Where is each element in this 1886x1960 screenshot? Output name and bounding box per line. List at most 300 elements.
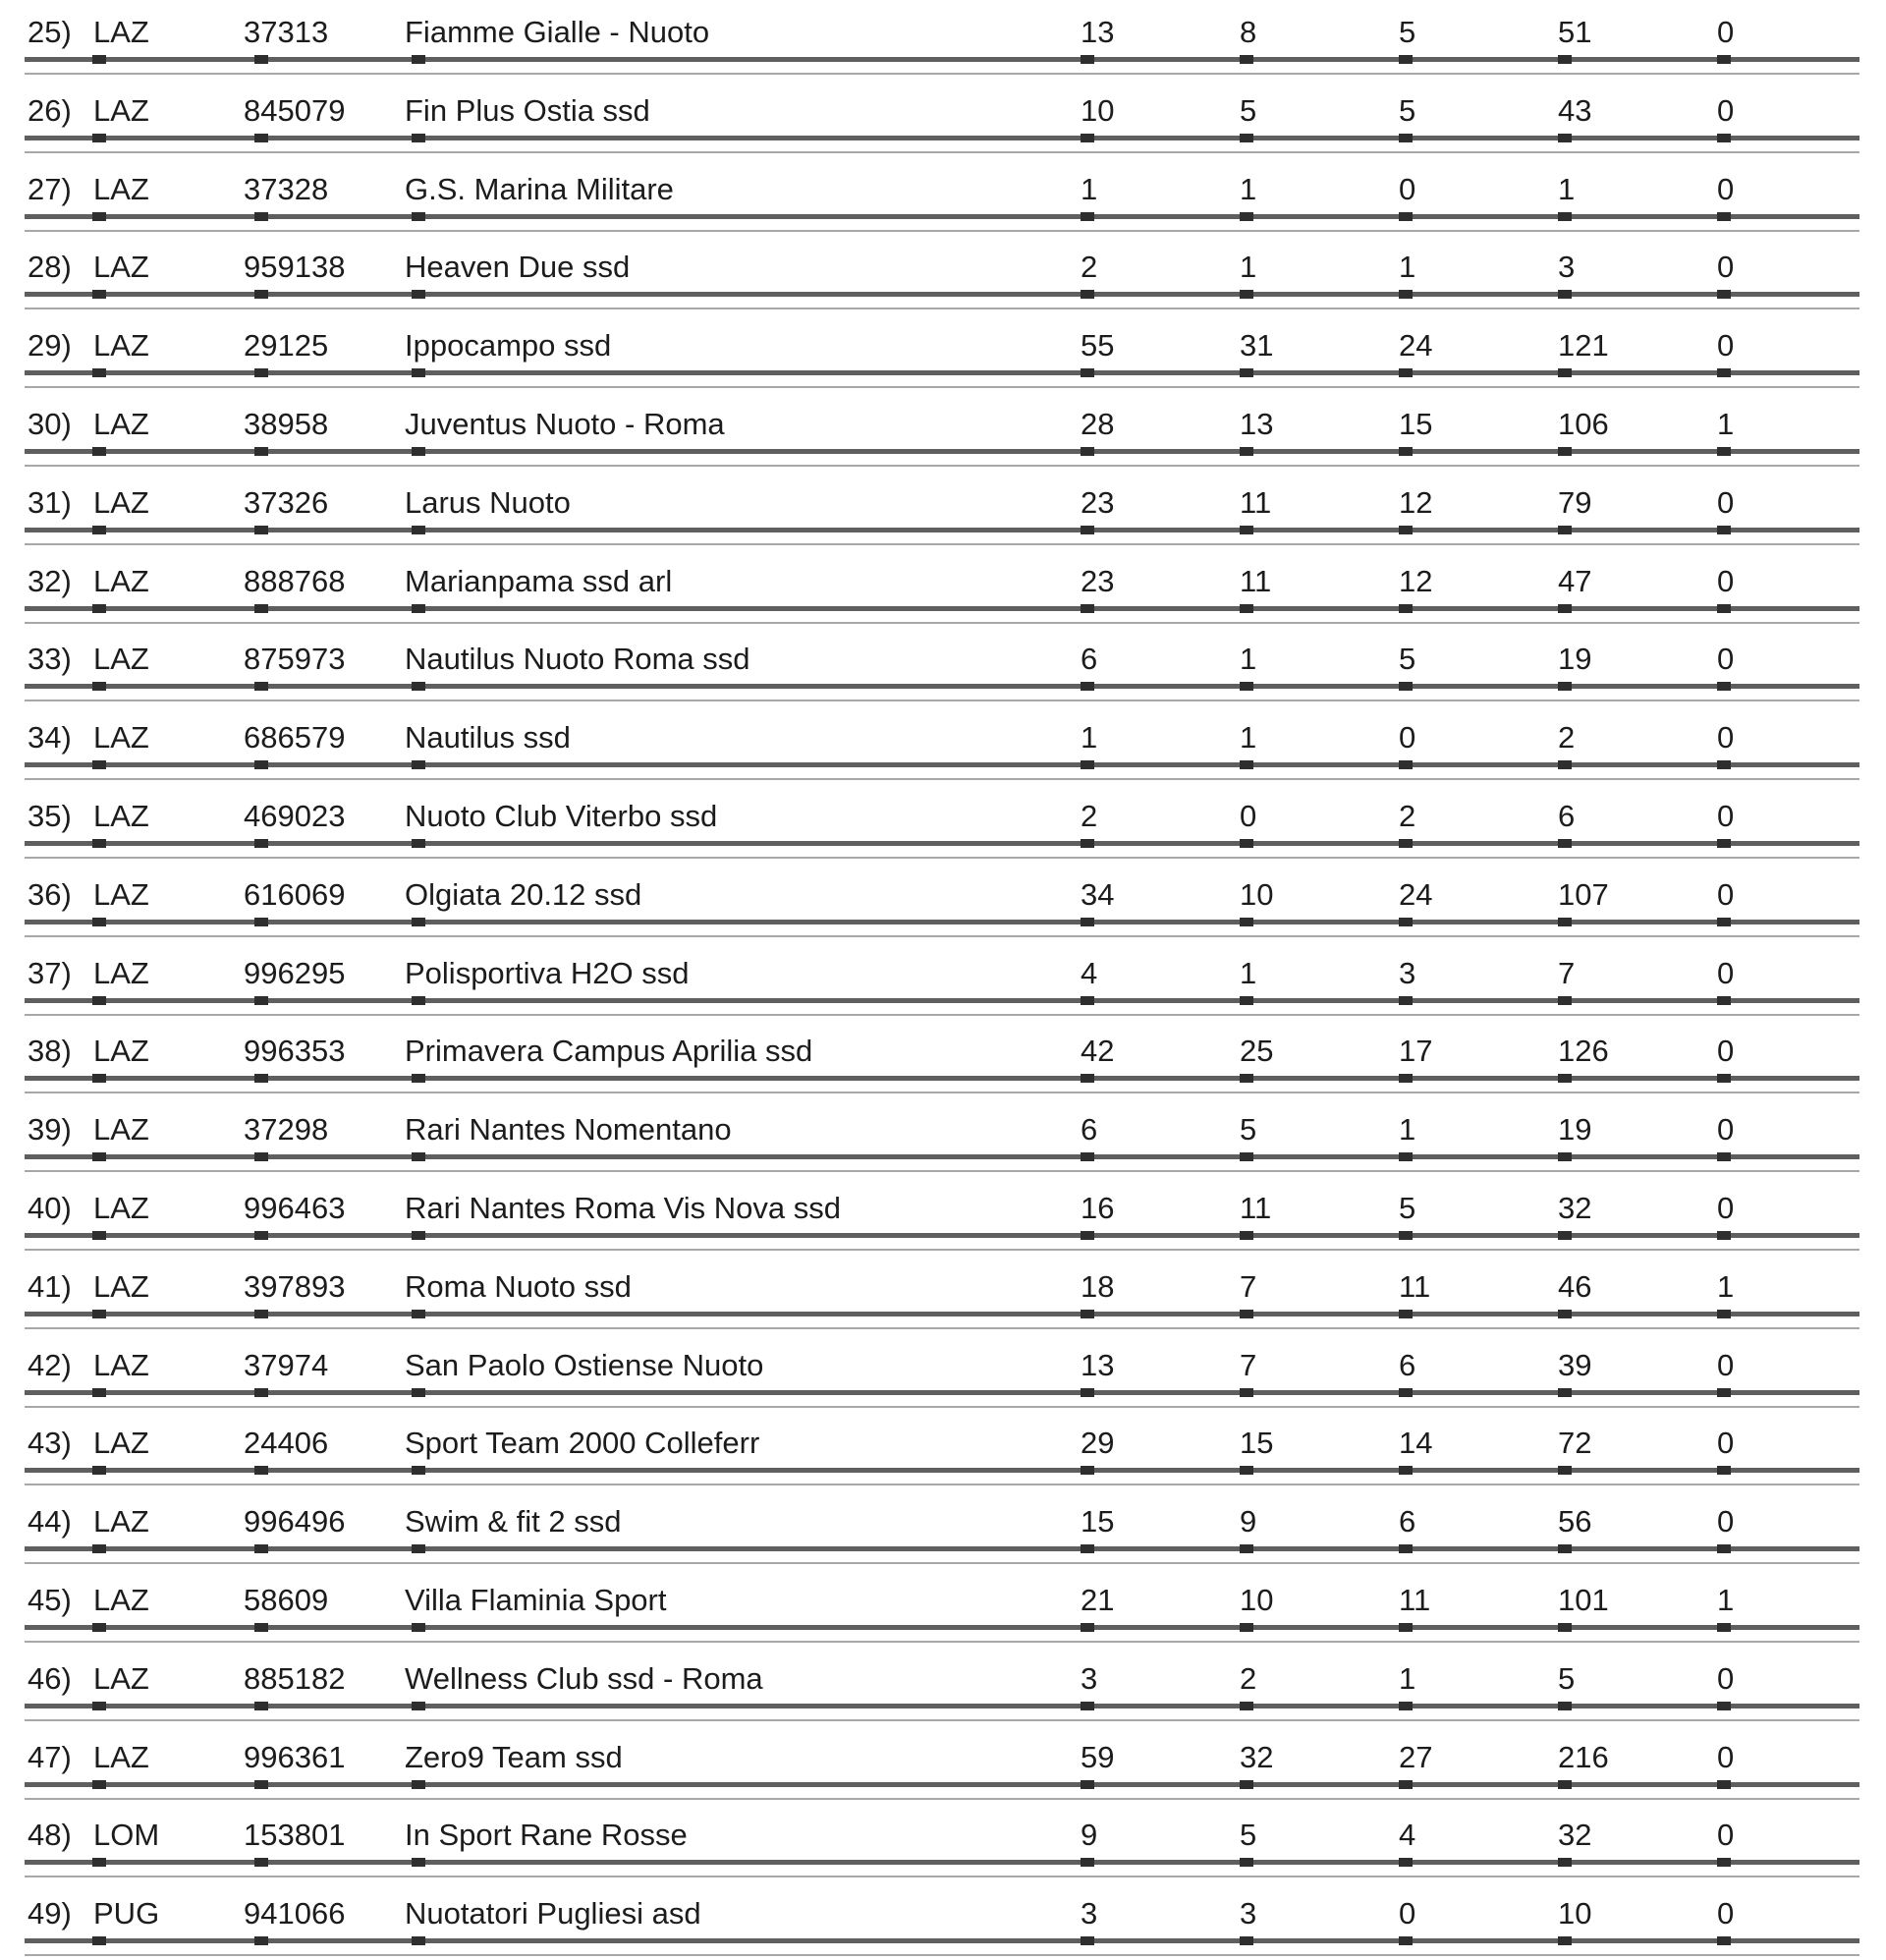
row-divider-thick — [25, 449, 1859, 454]
table-row — [0, 863, 1886, 941]
column-tick — [1240, 760, 1253, 769]
column-tick — [1717, 1702, 1731, 1710]
region-code: LAZ — [93, 171, 149, 206]
stat-value-3: 1 — [1399, 1660, 1416, 1696]
stat-value-4: 19 — [1558, 1112, 1592, 1148]
row-divider-thick — [25, 684, 1859, 689]
row-rank: 36) — [28, 876, 72, 912]
column-tick — [1399, 290, 1413, 299]
stat-value-5: 1 — [1717, 1582, 1735, 1617]
column-tick — [254, 526, 268, 534]
column-tick — [1399, 996, 1413, 1005]
region-code: LAZ — [93, 328, 149, 364]
club-name: Primavera Campus Aprilia ssd — [405, 1034, 813, 1069]
club-name: Juventus Nuoto - Roma — [405, 406, 725, 441]
stat-value-3: 0 — [1399, 1896, 1416, 1932]
column-tick — [1399, 1702, 1413, 1710]
stat-value-2: 7 — [1240, 1347, 1257, 1382]
club-code: 875973 — [244, 642, 346, 677]
stat-value-5: 0 — [1717, 642, 1735, 677]
column-tick — [1240, 1544, 1253, 1553]
column-tick — [1240, 1466, 1253, 1475]
stat-value-2: 13 — [1240, 406, 1274, 441]
club-name: San Paolo Ostiense Nuoto — [405, 1347, 764, 1382]
column-tick — [412, 1310, 425, 1318]
column-tick — [412, 918, 425, 926]
column-tick — [1558, 918, 1572, 926]
row-rank: 49) — [28, 1896, 72, 1932]
column-tick — [1717, 604, 1731, 613]
stat-value-1: 34 — [1081, 876, 1115, 912]
column-tick — [254, 839, 268, 848]
column-tick — [254, 368, 268, 377]
stat-value-5: 0 — [1717, 1896, 1735, 1932]
club-code: 397893 — [244, 1268, 346, 1304]
column-tick — [1240, 1310, 1253, 1318]
column-tick — [1717, 1544, 1731, 1553]
row-rank: 34) — [28, 720, 72, 756]
column-tick — [1240, 290, 1253, 299]
row-divider-thick — [25, 1390, 1859, 1395]
stat-value-3: 11 — [1399, 1582, 1431, 1617]
stat-value-3: 6 — [1399, 1347, 1416, 1382]
row-divider-thin — [25, 543, 1859, 545]
column-tick — [254, 1702, 268, 1710]
stat-value-5: 0 — [1717, 563, 1735, 598]
club-code: 996463 — [244, 1190, 346, 1225]
row-divider-thin — [25, 1562, 1859, 1564]
row-rank: 41) — [28, 1268, 72, 1304]
column-tick — [1081, 996, 1094, 1005]
stat-value-5: 0 — [1717, 798, 1735, 833]
club-name: Swim & fit 2 ssd — [405, 1504, 622, 1540]
stat-value-5: 0 — [1717, 171, 1735, 206]
stat-value-2: 10 — [1240, 876, 1274, 912]
column-tick — [1081, 1780, 1094, 1789]
stat-value-5: 0 — [1717, 1739, 1735, 1774]
club-code: 37313 — [244, 15, 329, 49]
club-code: 885182 — [244, 1660, 346, 1696]
row-divider-thick — [25, 1233, 1859, 1238]
club-code: 996496 — [244, 1504, 346, 1540]
club-name: Zero9 Team ssd — [405, 1739, 623, 1774]
club-code: 996295 — [244, 955, 346, 990]
club-code: 37326 — [244, 484, 329, 520]
stat-value-4: 32 — [1558, 1190, 1592, 1225]
stat-value-4: 6 — [1558, 798, 1576, 833]
row-divider-thin — [25, 778, 1859, 780]
row-divider-thin — [25, 1954, 1859, 1956]
column-tick — [1399, 918, 1413, 926]
club-code: 37298 — [244, 1112, 329, 1148]
column-tick — [412, 604, 425, 613]
stat-value-3: 0 — [1399, 720, 1416, 756]
column-tick — [92, 604, 106, 613]
column-tick — [92, 368, 106, 377]
stat-value-1: 4 — [1081, 955, 1098, 990]
row-divider-thin — [25, 1641, 1859, 1643]
column-tick — [412, 55, 425, 64]
column-tick — [1240, 55, 1253, 64]
stat-value-3: 1 — [1399, 250, 1416, 285]
stat-value-2: 1 — [1240, 171, 1257, 206]
column-tick — [1240, 1152, 1253, 1161]
club-code: 941066 — [244, 1896, 346, 1932]
column-tick — [1240, 918, 1253, 926]
column-tick — [92, 1936, 106, 1945]
table-row — [0, 235, 1886, 313]
column-tick — [254, 447, 268, 456]
column-tick — [412, 1858, 425, 1867]
stat-value-2: 11 — [1240, 484, 1272, 520]
stat-value-5: 0 — [1717, 1818, 1735, 1853]
club-name: Fin Plus Ostia ssd — [405, 92, 650, 128]
column-tick — [1240, 134, 1253, 142]
column-tick — [1558, 1936, 1572, 1945]
column-tick — [1399, 839, 1413, 848]
column-tick — [1240, 447, 1253, 456]
column-tick — [254, 996, 268, 1005]
column-tick — [1717, 290, 1731, 299]
row-divider-thick — [25, 1625, 1859, 1630]
column-tick — [1399, 1936, 1413, 1945]
column-tick — [1717, 1466, 1731, 1475]
region-code: PUG — [93, 1896, 160, 1932]
stat-value-2: 5 — [1240, 1112, 1257, 1148]
stat-value-2: 3 — [1240, 1896, 1257, 1932]
row-divider-thick — [25, 1468, 1859, 1473]
club-name: Rari Nantes Roma Vis Nova ssd — [405, 1190, 841, 1225]
column-tick — [1081, 760, 1094, 769]
row-divider-thin — [25, 1014, 1859, 1016]
column-tick — [92, 760, 106, 769]
column-tick — [1399, 212, 1413, 221]
column-tick — [92, 1702, 106, 1710]
row-divider-thick — [25, 1782, 1859, 1787]
column-tick — [1081, 918, 1094, 926]
column-tick — [412, 1936, 425, 1945]
column-tick — [1081, 1310, 1094, 1318]
column-tick — [1399, 1310, 1413, 1318]
stat-value-1: 1 — [1081, 171, 1098, 206]
column-tick — [1081, 604, 1094, 613]
column-tick — [254, 760, 268, 769]
column-tick — [1081, 839, 1094, 848]
column-tick — [1558, 1780, 1572, 1789]
column-tick — [92, 212, 106, 221]
row-divider-thin — [25, 465, 1859, 467]
column-tick — [1081, 1231, 1094, 1240]
row-divider-thick — [25, 1938, 1859, 1943]
column-tick — [1081, 682, 1094, 691]
stat-value-3: 4 — [1399, 1818, 1416, 1853]
club-name: Fiamme Gialle - Nuoto — [405, 15, 710, 49]
column-tick — [1399, 55, 1413, 64]
column-tick — [1717, 1231, 1731, 1240]
region-code: LAZ — [93, 92, 149, 128]
column-tick — [1558, 1152, 1572, 1161]
stat-value-3: 12 — [1399, 484, 1433, 520]
stat-value-1: 10 — [1081, 92, 1115, 128]
row-divider-thin — [25, 1327, 1859, 1329]
region-code: LAZ — [93, 1426, 149, 1461]
row-divider-thin — [25, 151, 1859, 153]
column-tick — [1558, 290, 1572, 299]
column-tick — [1240, 1702, 1253, 1710]
table-row — [0, 392, 1886, 471]
club-code: 686579 — [244, 720, 346, 756]
club-name: G.S. Marina Militare — [405, 171, 674, 206]
club-name: Roma Nuoto ssd — [405, 1268, 632, 1304]
stat-value-5: 1 — [1717, 406, 1735, 441]
club-code: 996361 — [244, 1739, 346, 1774]
row-divider-thin — [25, 1092, 1859, 1093]
stat-value-1: 3 — [1081, 1896, 1098, 1932]
region-code: LAZ — [93, 1582, 149, 1617]
row-divider-thin — [25, 1798, 1859, 1800]
stat-value-4: 19 — [1558, 642, 1592, 677]
row-divider-thin — [25, 1719, 1859, 1721]
club-code: 845079 — [244, 92, 346, 128]
stat-value-2: 1 — [1240, 955, 1257, 990]
column-tick — [1717, 212, 1731, 221]
stat-value-2: 5 — [1240, 1818, 1257, 1853]
column-tick — [1558, 55, 1572, 64]
column-tick — [1240, 1623, 1253, 1632]
column-tick — [1399, 1152, 1413, 1161]
row-rank: 46) — [28, 1660, 72, 1696]
column-tick — [1558, 1702, 1572, 1710]
column-tick — [1717, 368, 1731, 377]
stat-value-1: 9 — [1081, 1818, 1098, 1853]
stat-value-2: 8 — [1240, 15, 1257, 49]
column-tick — [412, 1231, 425, 1240]
stat-value-3: 0 — [1399, 171, 1416, 206]
region-code: LAZ — [93, 563, 149, 598]
row-rank: 37) — [28, 955, 72, 990]
club-name: Polisportiva H2O ssd — [405, 955, 690, 990]
column-tick — [1558, 526, 1572, 534]
column-tick — [1399, 1388, 1413, 1397]
row-rank: 33) — [28, 642, 72, 677]
column-tick — [1558, 1074, 1572, 1083]
column-tick — [1240, 682, 1253, 691]
table-row — [0, 1803, 1886, 1881]
row-rank: 45) — [28, 1582, 72, 1617]
column-tick — [1399, 368, 1413, 377]
column-tick — [254, 1544, 268, 1553]
stat-value-5: 0 — [1717, 1112, 1735, 1148]
club-code: 153801 — [244, 1818, 346, 1853]
column-tick — [1240, 839, 1253, 848]
club-name: Ippocampo ssd — [405, 328, 612, 364]
column-tick — [92, 1466, 106, 1475]
stat-value-4: 39 — [1558, 1347, 1592, 1382]
column-tick — [1240, 526, 1253, 534]
stat-value-2: 5 — [1240, 92, 1257, 128]
column-tick — [1399, 134, 1413, 142]
stat-value-3: 24 — [1399, 328, 1433, 364]
column-tick — [1399, 760, 1413, 769]
column-tick — [1081, 134, 1094, 142]
column-tick — [1240, 1936, 1253, 1945]
stat-value-4: 72 — [1558, 1426, 1592, 1461]
column-tick — [412, 682, 425, 691]
column-tick — [1717, 134, 1731, 142]
column-tick — [1240, 1858, 1253, 1867]
table-row — [0, 627, 1886, 705]
column-tick — [254, 1388, 268, 1397]
stat-value-2: 31 — [1240, 328, 1274, 364]
row-divider-thin — [25, 935, 1859, 937]
column-tick — [1399, 1466, 1413, 1475]
column-tick — [1081, 526, 1094, 534]
region-code: LAZ — [93, 955, 149, 990]
stat-value-1: 2 — [1081, 250, 1098, 285]
table-row — [0, 1333, 1886, 1412]
row-divider-thick — [25, 762, 1859, 767]
club-code: 996353 — [244, 1034, 346, 1069]
region-code: LAZ — [93, 876, 149, 912]
column-tick — [254, 682, 268, 691]
club-name: Wellness Club ssd - Roma — [405, 1660, 763, 1696]
table-row — [0, 1097, 1886, 1176]
column-tick — [92, 1623, 106, 1632]
column-tick — [1558, 1858, 1572, 1867]
table-row — [0, 1489, 1886, 1568]
row-divider-thick — [25, 1076, 1859, 1081]
row-divider-thick — [25, 136, 1859, 140]
stat-value-2: 15 — [1240, 1426, 1274, 1461]
column-tick — [1717, 1936, 1731, 1945]
row-rank: 47) — [28, 1739, 72, 1774]
column-tick — [254, 290, 268, 299]
column-tick — [1399, 604, 1413, 613]
region-code: LAZ — [93, 1268, 149, 1304]
club-name: Sport Team 2000 Colleferr — [405, 1426, 760, 1461]
column-tick — [1558, 760, 1572, 769]
column-tick — [254, 1231, 268, 1240]
table-row — [0, 1647, 1886, 1725]
column-tick — [412, 996, 425, 1005]
stat-value-2: 9 — [1240, 1504, 1257, 1540]
stat-value-5: 0 — [1717, 1034, 1735, 1069]
row-divider-thin — [25, 1406, 1859, 1408]
column-tick — [92, 918, 106, 926]
column-tick — [1399, 447, 1413, 456]
column-tick — [92, 1074, 106, 1083]
row-rank: 38) — [28, 1034, 72, 1069]
row-divider-thick — [25, 57, 1859, 62]
column-tick — [412, 1702, 425, 1710]
column-tick — [1081, 1152, 1094, 1161]
row-divider-thin — [25, 1170, 1859, 1172]
club-code: 37328 — [244, 171, 329, 206]
table-row — [0, 784, 1886, 863]
stat-value-1: 21 — [1081, 1582, 1115, 1617]
stat-value-4: 79 — [1558, 484, 1592, 520]
stat-value-3: 5 — [1399, 642, 1416, 677]
table-row — [0, 1881, 1886, 1960]
column-tick — [254, 1152, 268, 1161]
table-row — [0, 941, 1886, 1020]
row-rank: 28) — [28, 250, 72, 285]
column-tick — [1717, 526, 1731, 534]
stat-value-4: 43 — [1558, 92, 1592, 128]
stat-value-5: 0 — [1717, 250, 1735, 285]
column-tick — [92, 290, 106, 299]
column-tick — [1558, 1466, 1572, 1475]
stat-value-2: 10 — [1240, 1582, 1274, 1617]
column-tick — [1240, 1780, 1253, 1789]
column-tick — [92, 1388, 106, 1397]
column-tick — [1717, 1388, 1731, 1397]
row-divider-thick — [25, 1860, 1859, 1865]
region-code: LAZ — [93, 1112, 149, 1148]
club-name: Nautilus Nuoto Roma ssd — [405, 642, 750, 677]
stat-value-4: 101 — [1558, 1582, 1609, 1617]
column-tick — [254, 1466, 268, 1475]
column-tick — [92, 1231, 106, 1240]
stat-value-4: 32 — [1558, 1818, 1592, 1853]
region-code: LAZ — [93, 15, 149, 49]
column-tick — [412, 1544, 425, 1553]
column-tick — [254, 604, 268, 613]
column-tick — [92, 55, 106, 64]
stat-value-3: 24 — [1399, 876, 1433, 912]
club-code: 38958 — [244, 406, 329, 441]
column-tick — [254, 1858, 268, 1867]
column-tick — [412, 1466, 425, 1475]
club-name: Marianpama ssd arl — [405, 563, 673, 598]
stat-value-1: 13 — [1081, 1347, 1115, 1382]
column-tick — [254, 1310, 268, 1318]
region-code: LAZ — [93, 642, 149, 677]
column-tick — [92, 996, 106, 1005]
column-tick — [1081, 1388, 1094, 1397]
stat-value-4: 3 — [1558, 250, 1576, 285]
row-rank: 42) — [28, 1347, 72, 1382]
table-row — [0, 0, 1886, 79]
column-tick — [1399, 682, 1413, 691]
column-tick — [1558, 996, 1572, 1005]
club-name: Nuoto Club Viterbo ssd — [405, 798, 718, 833]
stat-value-4: 216 — [1558, 1739, 1609, 1774]
stat-value-5: 1 — [1717, 1268, 1735, 1304]
column-tick — [1558, 1388, 1572, 1397]
stat-value-2: 1 — [1240, 250, 1257, 285]
stat-value-4: 10 — [1558, 1896, 1592, 1932]
region-code: LAZ — [93, 484, 149, 520]
column-tick — [1081, 447, 1094, 456]
column-tick — [92, 1780, 106, 1789]
column-tick — [1081, 1858, 1094, 1867]
stat-value-3: 5 — [1399, 15, 1416, 49]
column-tick — [412, 1388, 425, 1397]
column-tick — [1717, 839, 1731, 848]
row-divider-thick — [25, 1154, 1859, 1159]
column-tick — [1081, 1074, 1094, 1083]
stat-value-2: 0 — [1240, 798, 1257, 833]
column-tick — [1399, 1858, 1413, 1867]
column-tick — [1399, 1623, 1413, 1632]
stat-value-4: 51 — [1558, 15, 1592, 49]
stat-value-1: 1 — [1081, 720, 1098, 756]
stat-value-4: 56 — [1558, 1504, 1592, 1540]
column-tick — [1240, 1074, 1253, 1083]
club-name: Rari Nantes Nomentano — [405, 1112, 732, 1148]
column-tick — [1081, 368, 1094, 377]
